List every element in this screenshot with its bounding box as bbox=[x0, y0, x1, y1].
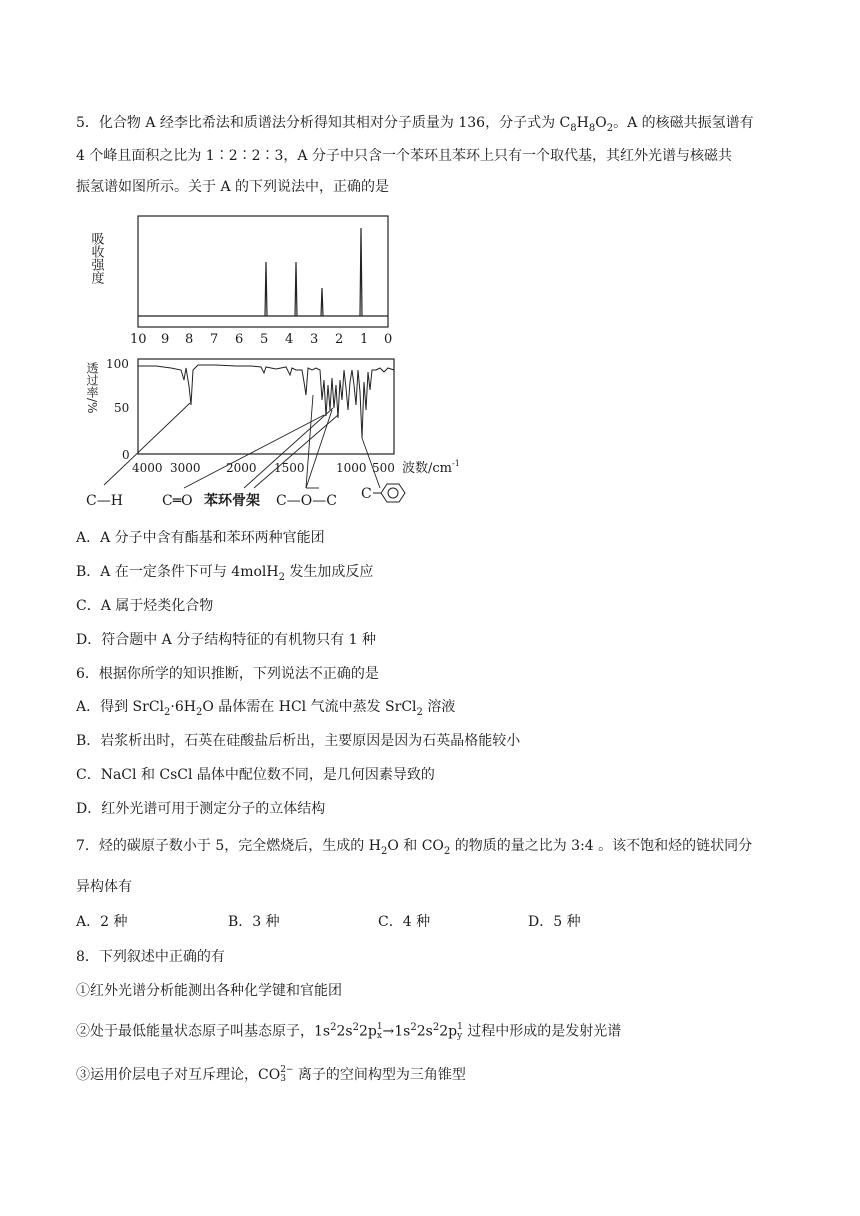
nmr-tick: 5 bbox=[260, 332, 269, 347]
ir-label-cph: C bbox=[361, 486, 372, 502]
ir-xtick: 1500 bbox=[274, 461, 305, 475]
spectra-figure bbox=[76, 210, 496, 515]
nmr-tick: 0 bbox=[384, 332, 393, 347]
ir-xtick: 3000 bbox=[170, 461, 201, 475]
nmr-tick: 2 bbox=[335, 332, 344, 347]
ir-xtick: 2000 bbox=[226, 461, 257, 475]
q7-stem-line1: 7．烃的碳原子数小于 5，完全燃烧后，生成的 $H_2O$ 和 $CO_2$ 的物质的量之比为 3:4 。该不饱和烃的链状同分 bbox=[76, 838, 753, 857]
nmr-ylabel: 吸收强度 bbox=[88, 232, 104, 284]
benzene-ring-icon bbox=[373, 484, 405, 502]
q6-option-d: D．红外光谱可用于测定分子的立体结构 bbox=[76, 801, 326, 817]
ir-xtick: 500 bbox=[372, 461, 395, 475]
nmr-tick: 4 bbox=[285, 332, 294, 347]
ir-ytick: 100 bbox=[106, 357, 129, 371]
ir-label-ring: 苯环骨架 bbox=[204, 493, 260, 509]
q6-stem: 6．根据你所学的知识推断，下列说法不正确的是 bbox=[76, 666, 379, 682]
ir-transmittance-curve bbox=[138, 365, 394, 438]
ir-label-co: C═O bbox=[162, 493, 193, 509]
ir-spectrum bbox=[85, 357, 460, 509]
q5-option-c: C．A 属于烃类化合物 bbox=[76, 598, 214, 614]
q7-option-a: A．2 种 bbox=[76, 914, 128, 930]
nmr-peak bbox=[265, 262, 267, 316]
nmr-tick: 7 bbox=[210, 332, 219, 347]
q7-option-d: D．5 种 bbox=[528, 914, 581, 930]
nmr-tick-labels bbox=[130, 332, 392, 347]
nmr-peak bbox=[360, 228, 362, 316]
nmr-tick: 3 bbox=[310, 332, 319, 347]
nmr-peak bbox=[295, 262, 297, 316]
q5-stem-line3: 振氢谱如图所示。关于 A 的下列说法中，正确的是 bbox=[76, 179, 390, 195]
q6-option-a: A．得到 $SrCl_2\cdot 6H_2O$ 晶体需在 HCl 气流中蒸发 SrCl$_2$ 溶液 bbox=[76, 699, 456, 718]
q8-item-1: ①红外光谱分析能测出各种化学键和官能团 bbox=[76, 983, 342, 999]
q5-stem-line2: 4 个峰且面积之比为 1∶2∶2∶3，A 分子中只含一个苯环且苯环上只有一个取代基，其红外光谱与核磁共 bbox=[76, 148, 732, 164]
ir-ytick: 0 bbox=[122, 448, 130, 462]
nmr-tick: 1 bbox=[360, 332, 369, 347]
ir-xtick: 4000 bbox=[132, 461, 163, 475]
q8-item-3: ③运用价层电子对互斥理论，CO 2− 3 离子的空间构型为三角锥型 bbox=[76, 1065, 466, 1084]
q5-stem-line1: 5．化合物 A 经李比希法和质谱法分析得知其相对分子质量为 136，分子式为 $C_8H_8O_2$。A 的核磁共振氢谱有 bbox=[76, 115, 754, 134]
q7-stem-line2: 异构体有 bbox=[76, 879, 132, 895]
ir-xtick: 1000 bbox=[336, 461, 367, 475]
nmr-tick: 10 bbox=[130, 332, 147, 347]
nmr-tick: 8 bbox=[185, 332, 194, 347]
ir-xtick-labels bbox=[132, 461, 395, 475]
ir-label-coc: C—O—C bbox=[276, 493, 337, 509]
q6-option-c: C．NaCl 和 CsCl 晶体中配位数不同，是几何因素导致的 bbox=[76, 767, 435, 783]
q7-option-b: B．3 种 bbox=[228, 914, 280, 930]
ir-xunit: 波数$/cm^{-1}$ bbox=[402, 459, 460, 476]
q5-option-d: D．符合题中 A 分子结构特征的有机物只有 1 种 bbox=[76, 632, 377, 648]
nmr-spectrum bbox=[89, 216, 393, 347]
q8-item-2: ②处于最低能量状态原子叫基态原子，$1s^22s^22p$ 1 x $\to 1s^22s^22p$ 1 y 过程中形成的是发射光谱 bbox=[76, 1021, 622, 1041]
ir-label-ch: C—H bbox=[86, 493, 123, 509]
ir-frame bbox=[138, 359, 394, 454]
nmr-tick: 9 bbox=[161, 332, 170, 347]
ir-ylabel: 透过率/% bbox=[85, 362, 99, 414]
nmr-frame bbox=[138, 216, 388, 327]
q8-stem: 8．下列叙述中正确的有 bbox=[76, 949, 225, 965]
nmr-peak bbox=[321, 288, 323, 316]
ir-ytick: 50 bbox=[114, 401, 130, 415]
q6-option-b: B．岩浆析出时，石英在硅酸盐后析出，主要原因是因为石英晶格能较小 bbox=[76, 733, 521, 749]
q5-option-a: A．A 分子中含有酯基和苯环两种官能团 bbox=[76, 530, 325, 546]
q7-option-c: C．4 种 bbox=[378, 914, 431, 930]
q5-option-b: B．A 在一定条件下可与 4molH$_2$ 发生加成反应 bbox=[76, 564, 374, 583]
nmr-tick: 6 bbox=[235, 332, 244, 347]
